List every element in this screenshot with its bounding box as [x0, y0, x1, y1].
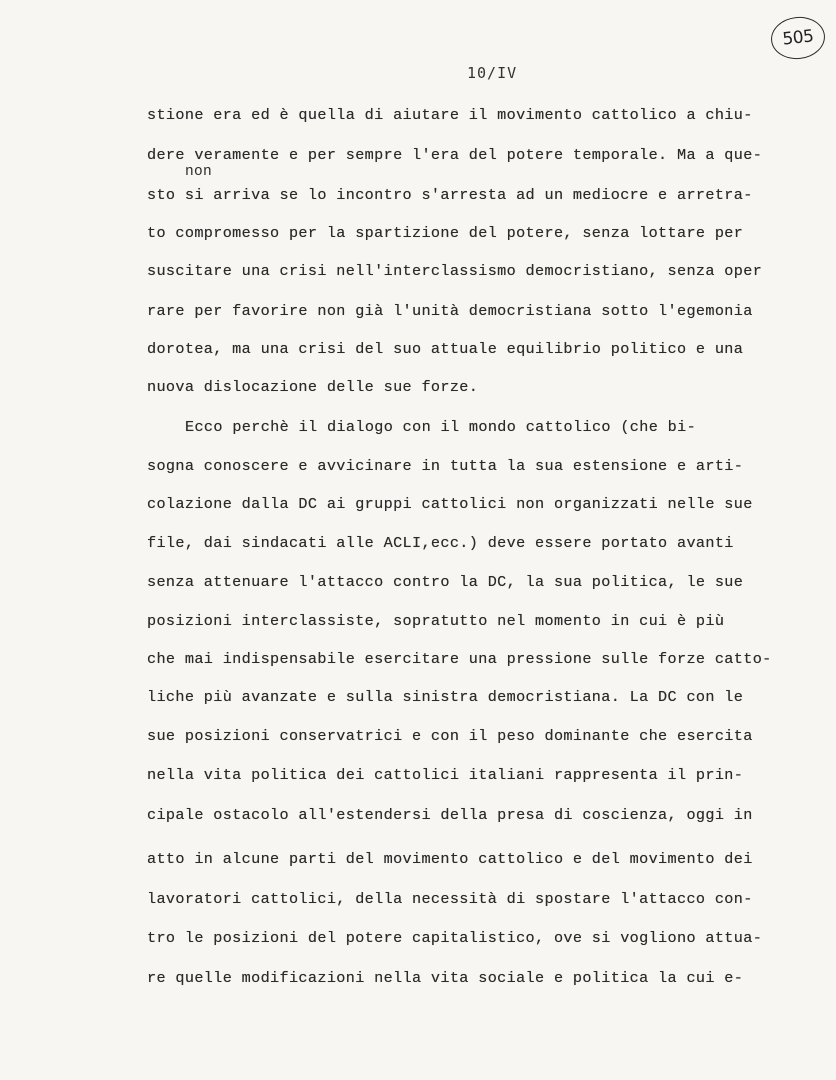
- text-line-11: colazione dalla DC ai gruppi cattolici non organizzati nelle sue: [147, 495, 753, 513]
- text-line-23: re quelle modificazioni nella vita sociale e politica la cui e-: [147, 969, 744, 987]
- text-line-9: Ecco perchè il dialogo con il mondo cattolico (che bi-: [185, 418, 697, 436]
- text-line-19: cipale ostacolo all'estendersi della presa di coscienza, oggi in: [147, 806, 753, 824]
- text-line-10: sogna conoscere e avvicinare in tutta la sua estensione e arti-: [147, 457, 744, 475]
- text-line-16: liche più avanzate e sulla sinistra democristiana. La DC con le: [147, 688, 744, 706]
- text-line-5: suscitare una crisi nell'interclassismo democristiano, senza oper: [147, 262, 763, 280]
- text-line-21: lavoratori cattolici, della necessità di spostare l'attacco con-: [147, 890, 753, 908]
- text-line-15: che mai indispensabile esercitare una pressione sulle forze catto-: [147, 650, 772, 668]
- page-number: 10/IV: [467, 64, 518, 82]
- text-line-12: file, dai sindacati alle ACLI,ecc.) deve essere portato avanti: [147, 534, 734, 552]
- text-line-4: to compromesso per la spartizione del potere, senza lottare per: [147, 224, 744, 242]
- text-line-3: sto si arriva se lo incontro s'arresta ad un mediocre e arretra-: [147, 186, 753, 204]
- text-line-6: rare per favorire non già l'unità democristiana sotto l'egemonia: [147, 302, 753, 320]
- text-line-18: nella vita politica dei cattolici italiani rappresenta il prin-: [147, 766, 744, 784]
- text-line-2: dere veramente e per sempre l'era del potere temporale. Ma a que-: [147, 146, 763, 164]
- text-line-17: sue posizioni conservatrici e con il peso dominante che esercita: [147, 727, 753, 745]
- text-line-14: posizioni interclassiste, sopratutto nel momento in cui è più: [147, 612, 725, 630]
- text-line-8: nuova dislocazione delle sue forze.: [147, 378, 479, 396]
- text-line-13: senza attenuare l'attacco contro la DC, la sua politica, le sue: [147, 573, 744, 591]
- handwritten-insertion: non: [185, 164, 213, 180]
- text-line-20: atto in alcune parti del movimento cattolico e del movimento dei: [147, 850, 753, 868]
- text-line-7: dorotea, ma una crisi del suo attuale equilibrio politico e una: [147, 340, 744, 358]
- text-line-1: stione era ed è quella di aiutare il movimento cattolico a chiu-: [147, 106, 753, 124]
- archive-number-stamp: 505: [769, 14, 827, 61]
- text-line-22: tro le posizioni del potere capitalistico, ove si vogliono attua-: [147, 929, 763, 947]
